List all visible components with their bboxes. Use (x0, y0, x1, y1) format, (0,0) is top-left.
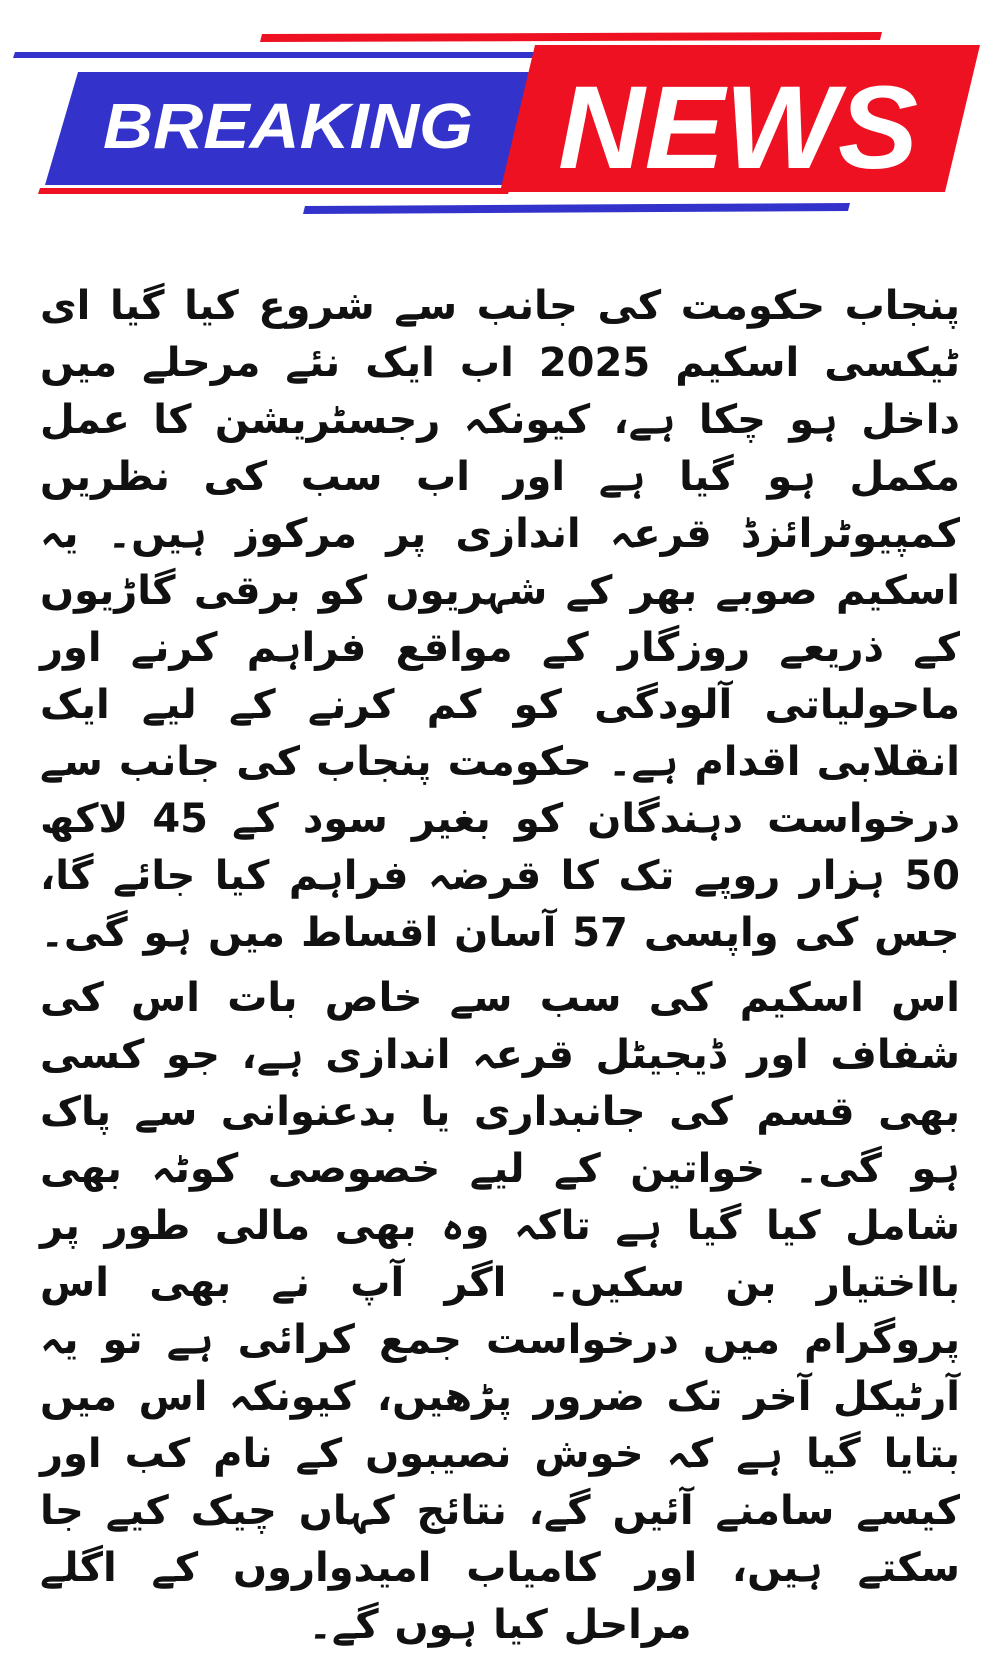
article-paragraph: اس اسکیم کی سب سے خاص بات اس کی شفاف اور ڈیجیٹل قرعہ اندازی ہے، جو کسی بھی قسم کی جانبداری یا بدعنوانی سے پاک ہو گی۔ خواتین کے لیے خصوصی کوٹہ بھی شامل کیا گیا ہے تاکہ وہ بھی مالی طور پر بااختیار بن سکیں۔ اگر آپ نے بھی اس پروگرام میں درخواست جمع کرائی ہے تو یہ آرٹیکل آخر تک ضرور پڑھیں، کیونکہ اس میں بتایا گیا ہے کہ خوش نصیبوں کے نام کب اور کیسے سامنے آئیں گے، نتائج کہاں چیک کیے جا سکتے ہیں، اور کامیاب امیدواروں کے اگلے مراحل کیا ہوں گے۔ (40, 975, 960, 1648)
banner-word-breaking: BREAKING (103, 90, 474, 162)
banner-top-blue-stripe (13, 52, 540, 58)
banner-bottom-blue-stripe (303, 203, 850, 214)
banner-bottom-red-stripe (38, 188, 510, 194)
banner-graphic (0, 0, 1000, 230)
breaking-news-banner (0, 0, 1000, 230)
article-paragraph: پنجاب حکومت کی جانب سے شروع کیا گیا ای ٹیکسی اسکیم 2025 اب ایک نئے مرحلے میں داخل ہو چکا ہے، کیونکہ رجسٹریشن کا عمل مکمل ہو گیا ہے اور اب سب کی نظریں کمپیوٹرائزڈ قرعہ اندازی پر مرکوز ہیں۔ یہ اسکیم صوبے بھر کے شہریوں کو برقی گاڑیوں کے ذریعے روزگار کے مواقع فراہم کرنے اور ماحولیاتی آلودگی کو کم کرنے کے لیے ایک انقلابی اقدام ہے۔ حکومت پنجاب کی جانب سے درخواست دہندگان کو بغیر سود کے 45 لاکھ 50 ہزار روپے تک کا قرضہ فراہم کیا جائے گا، جس کی واپسی 57 آسان اقساط میں ہو گی۔ (40, 283, 961, 956)
article-body (40, 278, 960, 1654)
banner-top-red-stripe (260, 32, 882, 42)
banner-word-news: NEWS (558, 62, 918, 194)
